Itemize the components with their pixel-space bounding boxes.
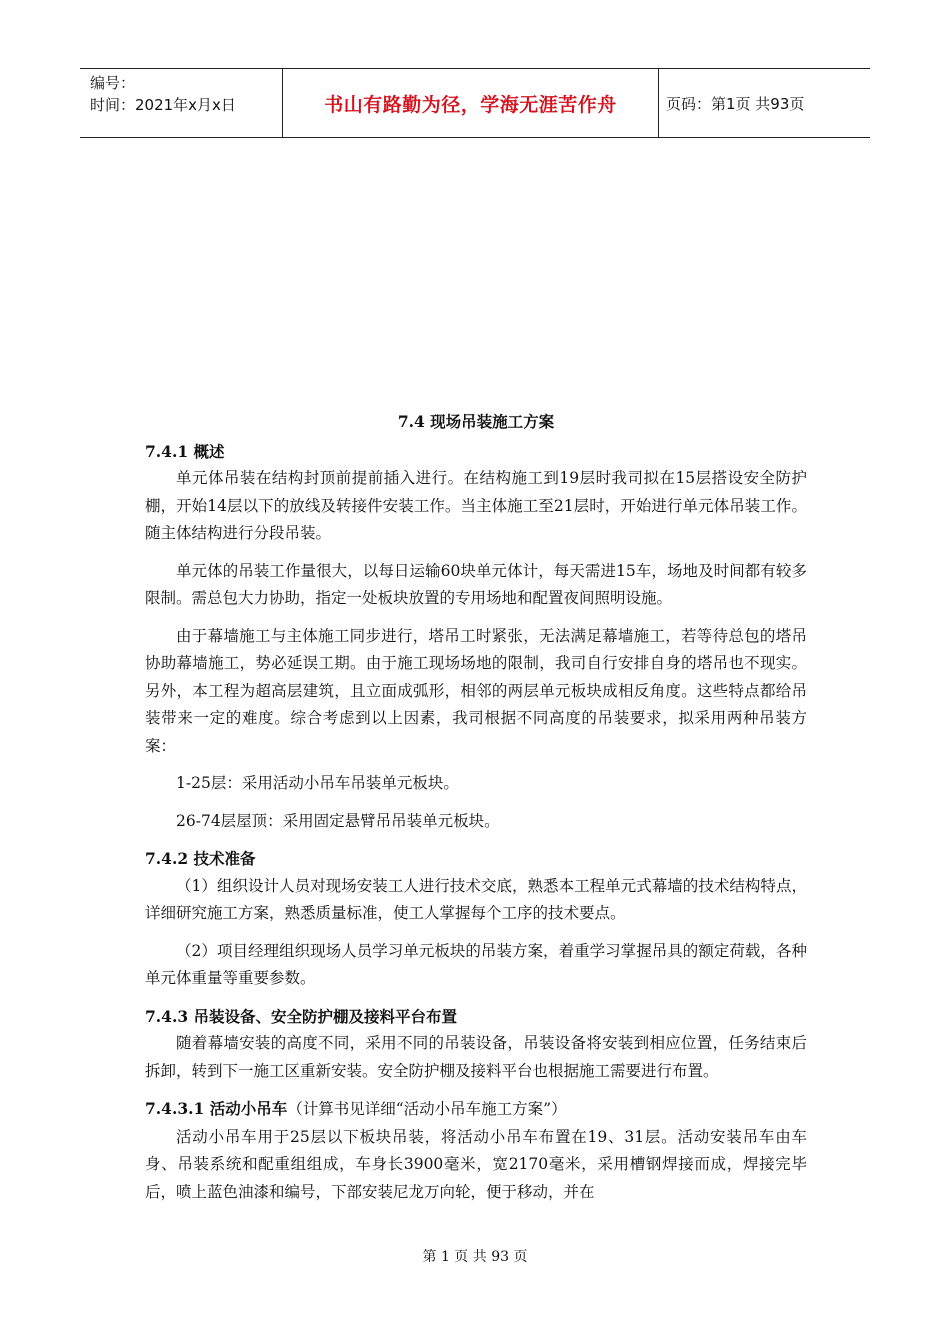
page-header [80,68,870,138]
paragraph: 由于幕墙施工与主体施工同步进行，塔吊工时紧张，无法满足幕墙施工，若等待总包的塔吊协助幕墙施工，势必延误工期。由于施工现场场地的限制，我司自行安排自身的塔吊也不现实。另外，本工程为超高层建筑，且立面成弧形，相邻的两层单元板块成相反角度。这些特点都给吊装带来一定的难度。综合考虑到以上因素，我司根据不同高度的吊装要求，拟采用两种吊装方案： [145,626,807,755]
paragraph: （2）项目经理组织现场人员学习单元板块的吊装方案，着重学习掌握吊具的额定荷载，各种单元体重量等重要参数。 [145,941,807,987]
heading-7-4-3-1-title: 7.4.3.1 活动小吊车 [145,1099,288,1118]
document-body [145,408,807,1206]
header-motto-cell [282,69,659,137]
heading-7-4-1: 7.4.1 概述 [145,441,225,461]
heading-7-4-3: 7.4.3 吊装设备、安全防护棚及接料平台布置 [145,1006,458,1026]
paragraph: 活动小吊车用于25层以下板块吊装，将活动小吊车布置在19、31层。活动安装吊车由车身、吊装系统和配重组组成，车身长3900毫米，宽2170毫米，采用槽钢焊接而成，焊接完毕后，喷上蓝色油漆和编号，下部安装尼龙万向轮，便于移动，并在 [145,1127,807,1201]
heading-7-4-2: 7.4.2 技术准备 [145,849,256,868]
serial-label: 编号： [90,74,136,92]
paragraph: 单元体吊装在结构封顶前提前插入进行。在结构施工到19层时我司拟在15层搭设安全防护棚，开始14层以下的放线及转接件安装工作。当主体施工至21层时，开始进行单元体吊装工作。随主体结构进行分段吊装。 [145,469,807,542]
date-label: 时间：2021年x月x日 [90,96,236,114]
paragraph: 26-74层屋顶：采用固定悬臂吊吊装单元板块。 [176,811,500,830]
paragraph: 随着幕墙安装的高度不同，采用不同的吊装设备，吊装设备将安装到相应位置，任务结束后拆卸，转到下一施工区重新安装。安全防护棚及接料平台也根据施工需要进行布置。 [145,1034,807,1080]
heading-7-4-3-1 [145,1095,807,1124]
section-title: 7.4 现场吊装施工方案 [397,412,555,431]
paragraph: 1-25层：采用活动小吊车吊装单元板块。 [176,774,459,792]
heading-7-4-3-1-note: （计算书见详细“活动小吊车施工方案”） [287,1100,567,1118]
paragraph: （1）组织设计人员对现场安装工人进行技术交底，熟悉本工程单元式幕墙的技术结构特点，详细研究施工方案，熟悉质量标准，使工人掌握每个工序的技术要点。 [145,876,807,922]
paragraph: 单元体的吊装工作量很大，以每日运输60块单元体计，每天需进15车，场地及时间都有较多限制。需总包大力协助，指定一处板块放置的专用场地和配置夜间照明设施。 [145,561,807,607]
header-page-info: 页码：第1页 共93页 [666,94,805,113]
page-footer: 第 1 页 共 93 页 [422,1249,528,1265]
motto-text: 书山有路勤为径，学海无涯苦作舟 [324,93,617,116]
header-meta [80,69,280,137]
